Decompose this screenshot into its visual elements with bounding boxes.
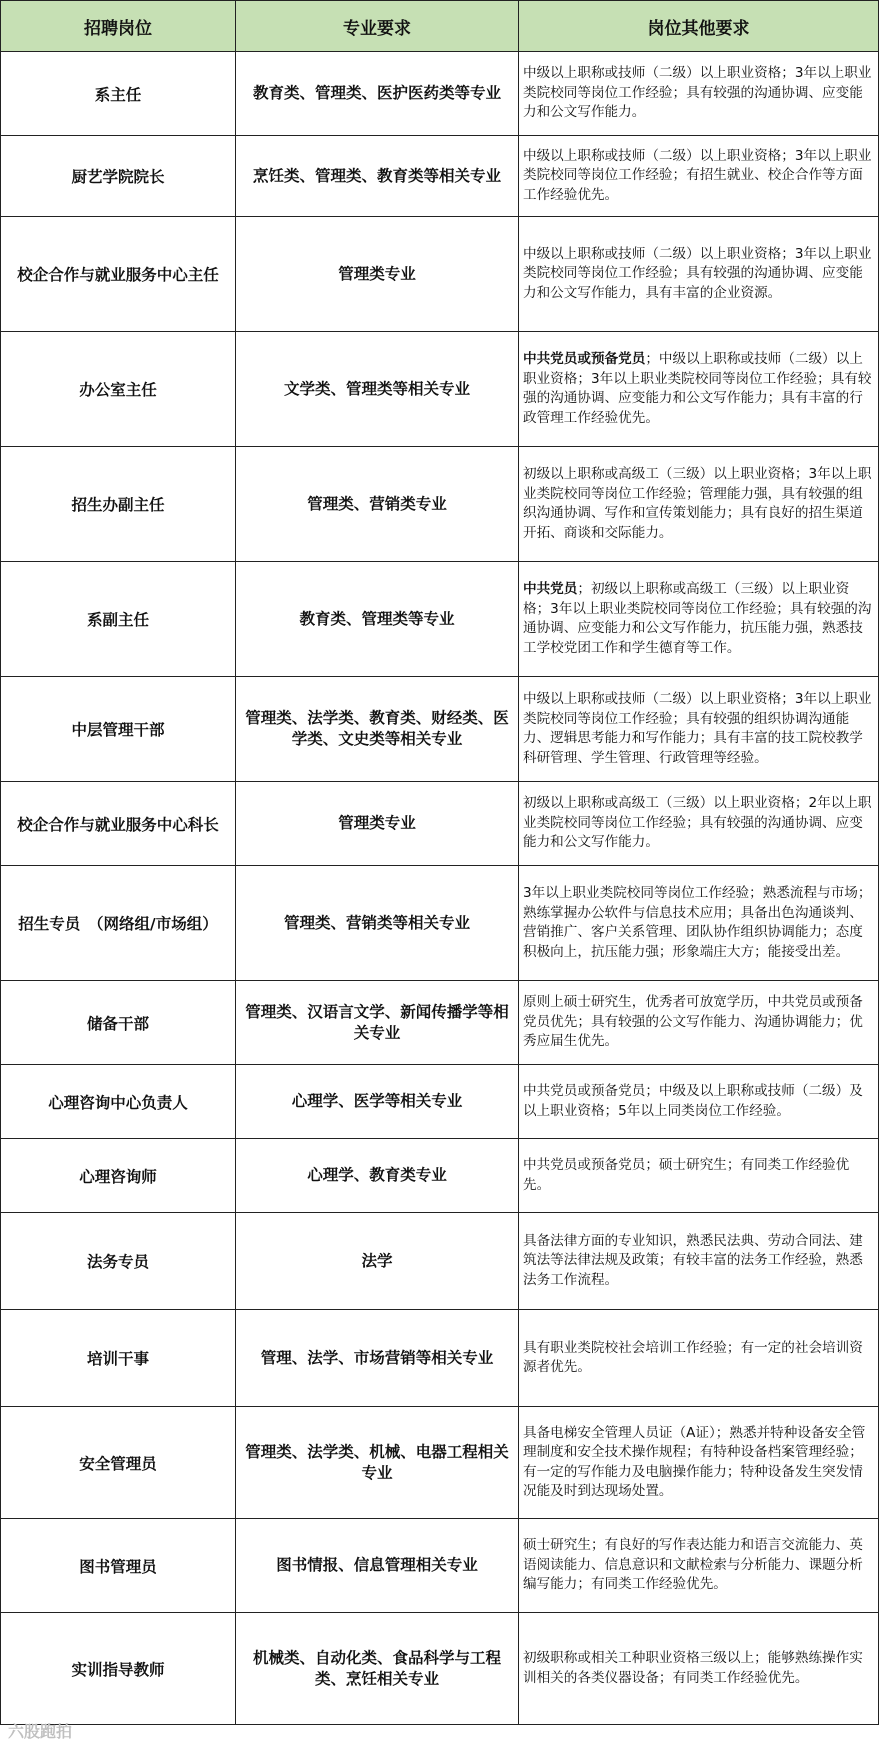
requirement-text: 中级以上职称或技师（二级）以上职业资格；3年以上职业类院校同等岗位工作经验；有招生就业、校企合作等方面工作经验优先。 [523,147,872,203]
table-row [1,1407,879,1519]
major-cell: 心理学、医学等相关专业 [236,1065,519,1139]
major-cell: 教育类、管理类、医护医药类等专业 [236,52,519,136]
position-cell: 招生专员 （网络组/市场组） [1,866,236,981]
major-cell: 管理类、营销类专业 [236,447,519,562]
major-cell: 管理类专业 [236,782,519,866]
table-row [1,1613,879,1725]
requirement-text: 3年以上职业类院校同等岗位工作经验；熟悉流程与市场；熟练掌握办公软件与信息技术应用；具备出色沟通谈判、营销推广、客户关系管理、团队协作组织协调能力；态度积极向上，抗压能力强；形象端庄大方；能接受出差。 [523,885,872,960]
requirement-text: 中共党员或预备党员；硕士研究生；有同类工作经验优先。 [523,1157,850,1193]
table-row [1,1139,879,1213]
requirement-text: 中级以上职称或技师（二级）以上职业资格；3年以上职业类院校同等岗位工作经验；具有较强的沟通协调、应变能力和公文写作能力，具有丰富的企业资源。 [523,245,872,301]
position-cell: 心理咨询中心负责人 [1,1065,236,1139]
table-row [1,1519,879,1613]
requirement-text: 初级职称或相关工种职业资格三级以上；能够熟练操作实训相关的各类仪器设备；有同类工作经验优先。 [523,1650,863,1686]
table-row [1,1065,879,1139]
table-row [1,782,879,866]
other-requirements-cell [519,217,879,332]
table-row [1,217,879,332]
other-requirements-cell [519,1065,879,1139]
position-cell: 校企合作与就业服务中心科长 [1,782,236,866]
position-cell: 系主任 [1,52,236,136]
other-requirements-cell [519,332,879,447]
table-row [1,136,879,217]
table-row [1,562,879,677]
major-cell: 文学类、管理类等相关专业 [236,332,519,447]
header-row [1,1,879,52]
other-requirements-cell [519,782,879,866]
other-requirements-cell [519,1613,879,1725]
requirement-text: 具备法律方面的专业知识，熟悉民法典、劳动合同法、建筑法等法律法规及政策；有较丰富的法务工作经验，熟悉法务工作流程。 [523,1232,863,1288]
position-cell: 图书管理员 [1,1519,236,1613]
requirement-text: ；中级以上职称或技师（二级）以上职业资格；3年以上职业类院校同等岗位工作经验；具有较强的沟通协调、应变能力和公文写作能力；具有丰富的行政管理工作经验优先。 [523,351,872,426]
major-cell: 管理类、营销类等相关专业 [236,866,519,981]
party-requirement-highlight: 中共党员 [523,581,578,597]
header-major: 专业要求 [236,1,519,52]
major-cell: 机械类、自动化类、食品科学与工程类、烹饪相关专业 [236,1613,519,1725]
header-position: 招聘岗位 [1,1,236,52]
other-requirements-cell [519,981,879,1065]
table-body [1,52,879,1725]
party-requirement-highlight: 中共党员或预备党员 [523,351,646,367]
other-requirements-cell [519,1310,879,1407]
major-cell: 管理类专业 [236,217,519,332]
position-cell: 储备干部 [1,981,236,1065]
requirement-text: 中级以上职称或技师（二级）以上职业资格；3年以上职业类院校同等岗位工作经验；具有较强的组织协调沟通能力、逻辑思考能力和写作能力；具有丰富的技工院校教学科研管理、学生管理、行政管理等经验。 [523,691,872,766]
other-requirements-cell [519,562,879,677]
major-cell: 管理、法学、市场营销等相关专业 [236,1310,519,1407]
table-row [1,52,879,136]
requirement-text: 具有职业类院校社会培训工作经验；有一定的社会培训资源者优先。 [523,1339,863,1375]
major-cell: 管理类、法学类、教育类、财经类、医学类、文史类等相关专业 [236,677,519,782]
position-cell: 法务专员 [1,1213,236,1310]
position-cell: 心理咨询师 [1,1139,236,1213]
position-cell: 校企合作与就业服务中心主任 [1,217,236,332]
major-cell: 心理学、教育类专业 [236,1139,519,1213]
major-cell: 教育类、管理类等专业 [236,562,519,677]
table-row [1,677,879,782]
major-cell: 烹饪类、管理类、教育类等相关专业 [236,136,519,217]
position-cell: 实训指导教师 [1,1613,236,1725]
other-requirements-cell [519,1519,879,1613]
position-cell: 中层管理干部 [1,677,236,782]
table-row [1,1310,879,1407]
position-cell: 培训干事 [1,1310,236,1407]
position-cell: 办公室主任 [1,332,236,447]
other-requirements-cell [519,1407,879,1519]
requirement-text: 具备电梯安全管理人员证（A证）；熟悉并特种设备安全管理制度和安全技术操作规程；有特种设备档案管理经验；有一定的写作能力及电脑操作能力；特种设备发生突发情况能及时到达现场处置。 [523,1424,866,1499]
position-cell: 厨艺学院院长 [1,136,236,217]
other-requirements-cell [519,447,879,562]
major-cell: 管理类、汉语言文学、新闻传播学等相关专业 [236,981,519,1065]
requirement-text: 初级以上职称或高级工（三级）以上职业资格；3年以上职业类院校同等岗位工作经验；管理能力强，具有较强的组织沟通协调、写作和宣传策划能力；具有良好的招生渠道开拓、商谈和交际能力。 [523,466,872,541]
requirement-text: 中级以上职称或技师（二级）以上职业资格；3年以上职业类院校同等岗位工作经验；具有较强的沟通协调、应变能力和公文写作能力。 [523,65,872,121]
header-other-requirements: 岗位其他要求 [519,1,879,52]
other-requirements-cell [519,866,879,981]
position-cell: 系副主任 [1,562,236,677]
position-cell: 安全管理员 [1,1407,236,1519]
major-cell: 图书情报、信息管理相关专业 [236,1519,519,1613]
other-requirements-cell [519,52,879,136]
other-requirements-cell [519,136,879,217]
table-row [1,866,879,981]
major-cell: 管理类、法学类、机械、电器工程相关专业 [236,1407,519,1519]
table-row [1,1213,879,1310]
major-cell: 法学 [236,1213,519,1310]
requirement-text: 中共党员或预备党员；中级及以上职称或技师（二级）及以上职业资格；5年以上同类岗位工作经验。 [523,1083,863,1119]
requirement-text: 原则上硕士研究生，优秀者可放宽学历，中共党员或预备党员优先；具有较强的公文写作能力、沟通协调能力；优秀应届生优先。 [523,994,863,1050]
table-row [1,981,879,1065]
other-requirements-cell [519,1213,879,1310]
requirement-text: ；初级以上职称或高级工（三级）以上职业资格；3年以上职业类院校同等岗位工作经验；具有较强的沟通协调、应变能力和公文写作能力，抗压能力强，熟悉技工学校党团工作和学生德育等工作。 [523,581,872,656]
table-row [1,332,879,447]
other-requirements-cell [519,1139,879,1213]
requirement-text: 初级以上职称或高级工（三级）以上职业资格；2年以上职业类院校同等岗位工作经验；具有较强的沟通协调、应变能力和公文写作能力。 [523,795,872,851]
requirement-text: 硕士研究生；有良好的写作表达能力和语言交流能力、英语阅读能力、信息意识和文献检索与分析能力、课题分析编写能力；有同类工作经验优先。 [523,1537,863,1593]
watermark: 六股跑拍 [8,1722,73,1741]
table-row [1,447,879,562]
other-requirements-cell [519,677,879,782]
position-cell: 招生办副主任 [1,447,236,562]
